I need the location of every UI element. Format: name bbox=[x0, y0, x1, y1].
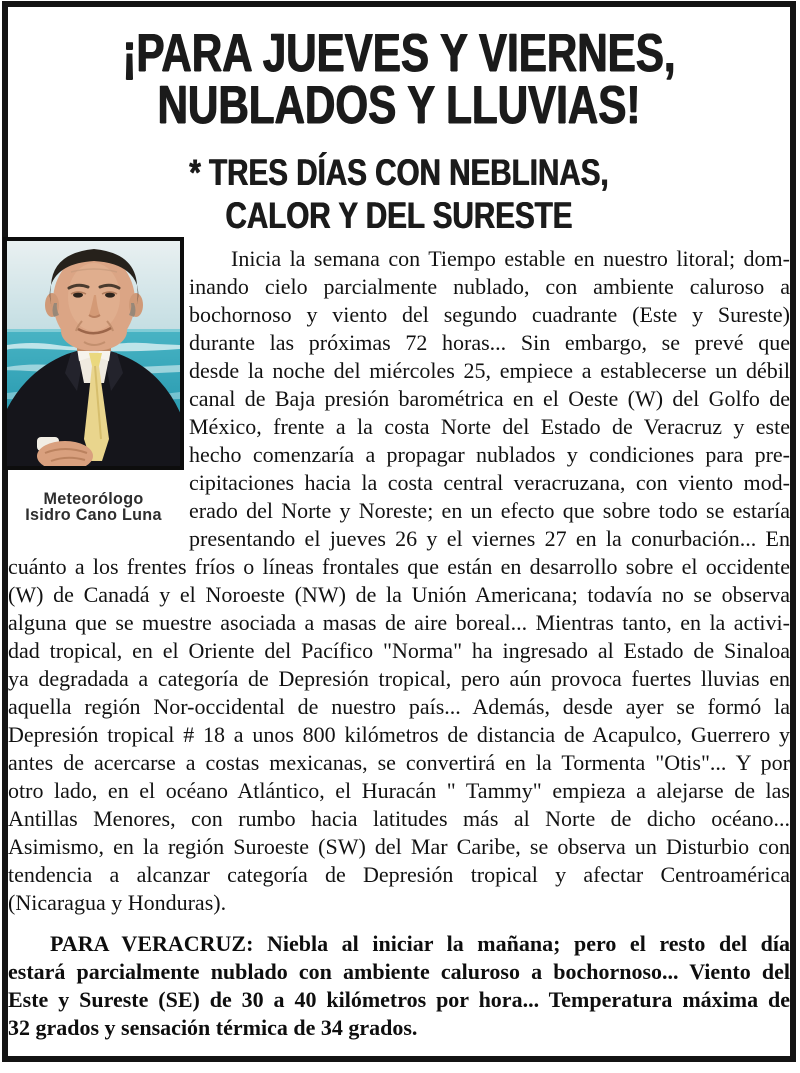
photo-caption-line1: Meteorólogo bbox=[43, 489, 144, 508]
body-text-line: aquella región Nor-occidental de nuestro país... Además, desde ayer se formó la bbox=[8, 694, 790, 719]
meteorologist-photo bbox=[3, 237, 184, 523]
headline-line1: ¡PARA JUEVES Y VIERNES, bbox=[122, 23, 676, 83]
headline-line2: NUBLADOS Y LLUVIAS! bbox=[157, 75, 641, 135]
body-text-line: alguna que se muestre asociada a masas de aire boreal... Mientras tanto, en la activi- bbox=[8, 610, 790, 635]
body-text-line: cuánto a los frentes fríos o líneas frontales que están en desarrollo sobre el occidente bbox=[8, 554, 790, 579]
body-text-line: desde la noche del miércoles 25, empiece a establecerse un débil bbox=[189, 358, 790, 383]
body-text-line: Inicia la semana con Tiempo estable en nuestro litoral; dom- bbox=[231, 246, 790, 271]
body-text-line: estará parcialmente nublado con ambiente caluroso a bochornoso... Viento del bbox=[8, 959, 790, 984]
veracruz-forecast-paragraph bbox=[8, 930, 790, 1042]
headline bbox=[8, 23, 790, 135]
meteorologist-portrait-photo bbox=[7, 241, 180, 466]
body-text-line: inando cielo parcialmente nublado, con ambiente caluroso a bbox=[189, 274, 790, 299]
body-text-line: bochornoso y viento del segundo cuadrante (Este y Sureste) bbox=[189, 302, 790, 327]
body-text-line: 32 grados y sensación térmica de 34 grados. bbox=[8, 1015, 418, 1040]
photo-frame bbox=[3, 237, 184, 470]
body-text-line: ya degradada a categoría de Depresión tropical, pero aún provoca fuertes lluvias en bbox=[8, 666, 790, 691]
page-border bbox=[2, 1, 796, 1062]
photo-caption bbox=[8, 491, 180, 523]
body-text-line: antes de acercarse a costas mexicanas, se convertirá en la Tormenta "Otis"... Y por bbox=[8, 750, 790, 775]
subheadline bbox=[8, 151, 790, 237]
subheadline-line2: CALOR Y DEL SURESTE bbox=[225, 195, 573, 236]
body-text-line: (Nicaragua y Honduras). bbox=[8, 890, 227, 915]
body-text-line: dad tropical, en el Oriente del Pacífico "Norma" ha ingresado al Estado de Sinaloa bbox=[8, 638, 790, 663]
body-text-line: Antillas Menores, con rumbo hacia latitudes más al Norte de dicho océano... bbox=[8, 806, 790, 831]
forecast-article bbox=[8, 245, 790, 1042]
body-text-line: México, frente a la costa Norte del Estado de Veracruz y este bbox=[189, 414, 790, 439]
body-text-line: otro lado, en el océano Atlántico, el Huracán " Tammy" empieza a alejarse de las bbox=[8, 778, 790, 803]
body-text-line: Depresión tropical # 18 a unos 800 kilómetros de distancia de Acapulco, Guerrero y bbox=[8, 722, 790, 747]
body-text-line: Asimismo, en la región Suroeste (SW) del Mar Caribe, se observa un Disturbio con bbox=[8, 834, 790, 859]
body-text-line: tendencia a alcanzar categoría de Depresión tropical y afectar Centroamérica bbox=[8, 862, 790, 887]
body-text-line: PARA VERACRUZ: Niebla al iniciar la mañana; pero el resto del día bbox=[50, 931, 790, 956]
body-text-line: Este y Sureste (SE) de 30 a 40 kilómetros por hora... Temperatura máxima de bbox=[8, 987, 790, 1012]
page-content bbox=[8, 7, 790, 1056]
body-text-line: canal de Baja presión barométrica en el Oeste (W) del Golfo de bbox=[189, 386, 790, 411]
photo-caption-line2: Isidro Cano Luna bbox=[25, 505, 162, 524]
body-text-line: presentando el jueves 26 y el viernes 27 en la conurbación... En bbox=[189, 526, 790, 551]
body-text-line: (W) de Canadá y el Noroeste (NW) de la Unión Americana; todavía no se observa bbox=[8, 582, 790, 607]
body-text-line: durante las próximas 72 horas... Sin embargo, se prevé que bbox=[189, 330, 790, 355]
body-text-line: erado del Norte y Noreste; en un efecto que sobre todo se estaría bbox=[189, 498, 790, 523]
subheadline-line1: * TRES DÍAS CON NEBLINAS, bbox=[189, 152, 609, 193]
body-text-line: hecho comenzaría a propagar nublados y condiciones para pre- bbox=[189, 442, 790, 467]
body-text-line: cipitaciones hacia la costa central veracruzana, con viento mod- bbox=[189, 470, 790, 495]
